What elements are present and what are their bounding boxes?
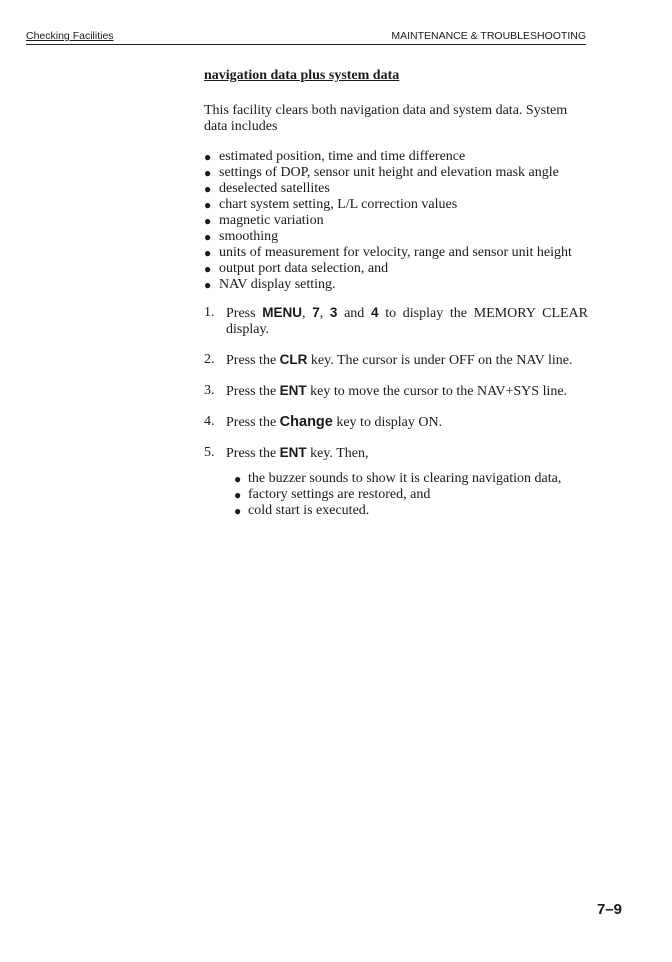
header-section-name: Checking Facilities xyxy=(26,30,114,42)
list-item: ● chart system setting, L/L correction values xyxy=(204,197,458,212)
step-number: 4. xyxy=(204,414,215,429)
bullet-icon: ● xyxy=(204,214,212,228)
step-number: 2. xyxy=(204,352,215,367)
step-5: 5. Press the ENT key. Then, ● the buzzer sounds to show it is clearing navigation data, ● factory settings are restored, and ● cold start is executed. xyxy=(204,445,588,519)
step-3: 3. Press the ENT key to move the cursor to the NAV+SYS line. xyxy=(204,383,568,399)
key-4-label: 4 xyxy=(371,305,379,320)
section-title: navigation data plus system data xyxy=(204,68,400,83)
step-number: 1. xyxy=(204,305,215,320)
step-1: 1. Press MENU, 7, 3 and 4 to display the MEMORY CLEAR display. xyxy=(204,305,588,337)
menu-key-label: MENU xyxy=(262,305,302,320)
step-4: 4. Press the Change key to display ON. xyxy=(204,414,443,430)
list-item: ● smoothing xyxy=(204,229,279,244)
bullet-icon: ● xyxy=(204,150,212,164)
list-item: ● estimated position, time and time difference xyxy=(204,149,466,164)
bullet-icon: ● xyxy=(204,262,212,276)
key-3-label: 3 xyxy=(329,305,338,320)
result-list xyxy=(226,471,588,519)
list-item: ● deselected satellites xyxy=(204,181,330,196)
clr-key-label: CLR xyxy=(279,352,308,367)
bullet-icon: ● xyxy=(234,488,242,502)
bullet-icon: ● xyxy=(204,278,212,292)
page-content xyxy=(204,68,588,533)
ent-key-label: ENT xyxy=(279,383,307,398)
list-item: ● the buzzer sounds to show it is clearing navigation data, xyxy=(234,471,562,486)
bullet-icon: ● xyxy=(204,230,212,244)
step-2: 2. Press the CLR key. The cursor is under OFF on the NAV line. xyxy=(204,352,573,368)
section-intro: This facility clears both navigation data and system data. System data includes xyxy=(204,103,568,134)
ent-key-label: ENT xyxy=(279,445,307,460)
bullet-icon: ● xyxy=(204,198,212,212)
page-number: 7–9 xyxy=(596,901,622,918)
list-item: ● settings of DOP, sensor unit height and elevation mask angle xyxy=(204,165,559,180)
list-item: ● cold start is executed. xyxy=(234,503,370,518)
bullet-icon: ● xyxy=(204,246,212,260)
header-chapter-title: MAINTENANCE & TROUBLESHOOTING xyxy=(391,30,586,42)
page-header xyxy=(26,30,586,45)
step-number: 3. xyxy=(204,383,215,398)
key-7-label: 7 xyxy=(312,305,320,320)
bullet-icon: ● xyxy=(234,472,242,486)
bullet-icon: ● xyxy=(234,504,242,518)
procedure-steps xyxy=(204,305,588,519)
step-number: 5. xyxy=(204,445,215,460)
list-item: ● magnetic variation xyxy=(204,213,324,228)
bullet-icon: ● xyxy=(204,166,212,180)
list-item: ● NAV display setting. xyxy=(204,277,336,292)
list-item: ● units of measurement for velocity, range and sensor unit height xyxy=(204,245,572,260)
system-data-list xyxy=(204,149,588,293)
bullet-icon: ● xyxy=(204,182,212,196)
change-key-label: Change xyxy=(279,414,333,430)
list-item: ● output port data selection, and xyxy=(204,261,389,276)
list-item: ● factory settings are restored, and xyxy=(234,487,431,502)
